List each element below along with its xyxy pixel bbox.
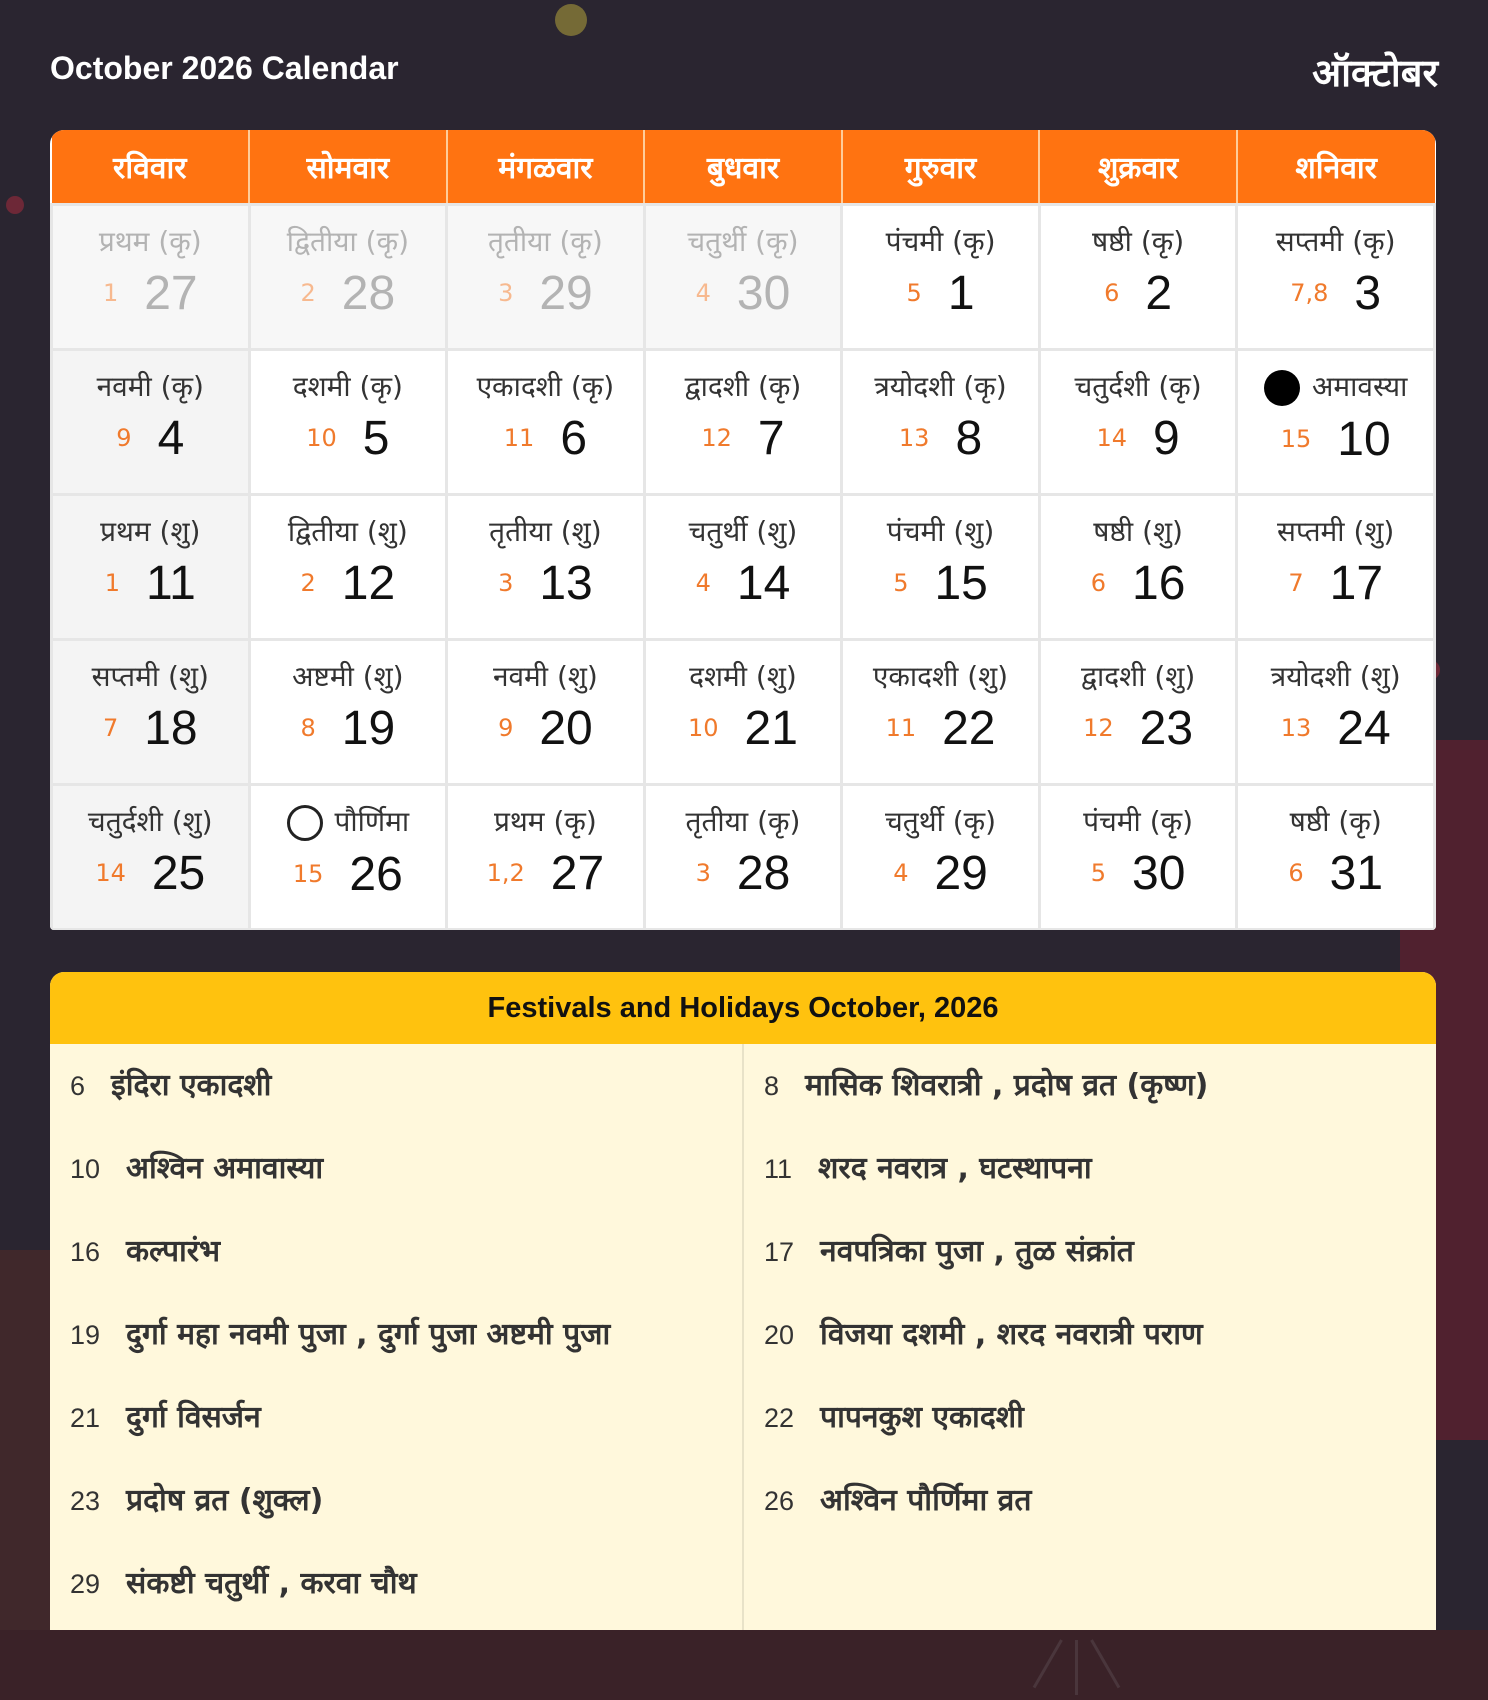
weekday-header: गुरुवार <box>842 130 1040 204</box>
day-number-row <box>1041 556 1236 611</box>
tithi-text: पंचमी (कृ) <box>885 224 996 258</box>
tithi-label <box>251 222 446 260</box>
calendar-day-cell[interactable] <box>52 784 250 929</box>
day-number-row <box>1041 411 1236 466</box>
tithi-text: षष्ठी (कृ) <box>1289 804 1382 838</box>
day-number-row <box>448 411 643 466</box>
tithi-number: 11 <box>885 714 917 742</box>
tithi-text: चतुर्थी (शु) <box>688 514 798 548</box>
tithi-number: 7,8 <box>1290 279 1329 307</box>
festivals-right-column <box>744 1044 1436 1542</box>
festival-item <box>50 1542 742 1625</box>
weekday-header-row <box>52 130 1435 204</box>
tithi-label <box>843 512 1038 550</box>
tithi-number: 7 <box>1288 569 1304 597</box>
tithi-text: चतुर्थी (कृ) <box>884 804 997 838</box>
tithi-text: पौर्णिमा <box>334 804 410 838</box>
day-number: 7 <box>757 411 785 465</box>
tithi-label <box>1041 657 1236 695</box>
weekday-header: मंगळवार <box>447 130 645 204</box>
tithi-label <box>1238 367 1433 406</box>
festival-name: कल्पारंभ <box>126 1234 221 1269</box>
tithi-number: 10 <box>688 714 719 742</box>
tithi-label <box>53 512 248 550</box>
tithi-label <box>448 802 643 840</box>
tithi-number: 3 <box>695 859 711 887</box>
calendar-day-cell[interactable] <box>1039 639 1237 784</box>
tithi-number: 7 <box>102 714 119 742</box>
day-number-row <box>1041 266 1236 321</box>
festival-date: 10 <box>70 1154 101 1184</box>
tithi-text: सप्तमी (कृ) <box>1275 224 1396 258</box>
background-decoration <box>6 196 24 214</box>
festival-item <box>744 1127 1436 1210</box>
calendar-day-cell[interactable] <box>1039 784 1237 929</box>
day-number-row <box>1041 846 1236 901</box>
calendar-day-cell[interactable] <box>447 349 645 494</box>
tithi-number: 8 <box>300 714 316 742</box>
calendar-day-cell[interactable] <box>52 494 250 639</box>
day-number: 2 <box>1145 266 1173 320</box>
festival-name: संकष्टी चतुर्थी , करवा चौथ <box>126 1566 417 1601</box>
tithi-label <box>1041 802 1236 840</box>
tithi-number: 5 <box>1090 859 1107 887</box>
calendar-day-cell[interactable] <box>249 639 447 784</box>
tithi-text: तृतीया (कृ) <box>487 224 603 258</box>
calendar-day-cell[interactable] <box>842 639 1040 784</box>
day-number-row <box>646 846 841 901</box>
tithi-number: 9 <box>498 714 514 742</box>
calendar-week-row <box>52 494 1435 639</box>
festival-item <box>50 1376 742 1459</box>
day-number: 27 <box>550 846 605 900</box>
calendar-day-cell[interactable] <box>447 784 645 929</box>
festival-item <box>50 1044 742 1127</box>
festival-item <box>744 1044 1436 1127</box>
tithi-text: द्वादशी (कृ) <box>684 369 802 403</box>
festival-date: 6 <box>70 1071 86 1101</box>
festival-item <box>744 1459 1436 1542</box>
festival-item <box>50 1459 742 1542</box>
tithi-label <box>1041 222 1236 260</box>
calendar-body <box>52 204 1435 929</box>
weekday-header: शुक्रवार <box>1039 130 1237 204</box>
calendar-day-cell[interactable] <box>447 639 645 784</box>
tithi-label <box>646 657 841 695</box>
tithi-label <box>646 802 841 840</box>
day-number-row <box>843 411 1038 466</box>
tithi-text: दशमी (कृ) <box>292 369 403 403</box>
day-number-row <box>1238 412 1433 467</box>
tithi-label <box>448 657 643 695</box>
tithi-text: नवमी (कृ) <box>96 369 204 403</box>
day-number: 3 <box>1354 266 1382 320</box>
tithi-number: 1 <box>104 569 120 597</box>
day-number-row <box>53 846 248 901</box>
weekday-header: रविवार <box>52 130 250 204</box>
calendar-day-cell[interactable] <box>249 204 447 349</box>
tithi-text: तृतीया (शु) <box>489 514 602 548</box>
tithi-label <box>1238 512 1433 550</box>
tithi-number: 12 <box>1083 714 1114 742</box>
calendar-week-row <box>52 349 1435 494</box>
tithi-number: 5 <box>906 279 922 307</box>
tithi-label <box>1041 367 1236 405</box>
tithi-label <box>646 367 841 405</box>
tithi-text: प्रथम (कृ) <box>98 224 202 258</box>
day-number-row <box>1238 846 1433 901</box>
day-number-row <box>1041 701 1236 756</box>
calendar-day-cell[interactable] <box>249 349 447 494</box>
day-number: 29 <box>539 266 593 320</box>
festivals-columns <box>50 1044 1436 1630</box>
festival-name: नवपत्रिका पुजा , तुळ संक्रांत <box>820 1234 1134 1269</box>
festival-date: 19 <box>70 1320 101 1350</box>
day-number: 24 <box>1337 701 1391 755</box>
day-number-row <box>53 266 248 321</box>
festival-name: मासिक शिवरात्री , प्रदोष व्रत (कृष्ण) <box>805 1068 1209 1103</box>
tithi-text: अमावस्या <box>1312 369 1408 403</box>
calendar-day-cell[interactable] <box>644 204 842 349</box>
festival-item <box>50 1293 742 1376</box>
tithi-number: 15 <box>292 860 324 888</box>
tithi-text: द्वादशी (शु) <box>1080 659 1196 693</box>
calendar-day-cell[interactable] <box>447 494 645 639</box>
tithi-text: षष्ठी (कृ) <box>1092 224 1185 258</box>
day-number-row <box>251 701 446 756</box>
tithi-label <box>646 512 841 550</box>
calendar-day-cell[interactable] <box>1039 494 1237 639</box>
festival-date: 17 <box>764 1237 795 1267</box>
day-number-row <box>646 266 841 321</box>
day-number: 27 <box>144 266 198 320</box>
calendar-day-cell[interactable] <box>52 349 250 494</box>
tithi-text: चतुर्दशी (कृ) <box>1074 369 1202 403</box>
calendar-day-cell[interactable] <box>52 204 250 349</box>
tithi-label <box>448 222 643 260</box>
tithi-number: 4 <box>695 279 711 307</box>
festival-name: पापनकुश एकादशी <box>820 1400 1024 1435</box>
festival-date: 29 <box>70 1569 101 1599</box>
day-number-row <box>448 266 643 321</box>
tithi-number: 11 <box>503 424 535 452</box>
day-number: 13 <box>539 556 593 610</box>
day-number: 25 <box>151 846 206 900</box>
festival-name: अश्विन अमावास्या <box>126 1151 324 1186</box>
tithi-label <box>1238 802 1433 840</box>
day-number-row <box>448 701 643 756</box>
calendar-day-cell[interactable] <box>1039 204 1237 349</box>
tithi-text: दशमी (शु) <box>689 659 797 693</box>
day-number-row <box>843 846 1038 901</box>
day-number-row <box>1238 556 1433 611</box>
tithi-text: एकादशी (कृ) <box>476 369 615 403</box>
festival-name: इंदिरा एकादशी <box>111 1068 272 1103</box>
calendar-day-cell[interactable] <box>447 204 645 349</box>
day-number: 26 <box>349 847 403 901</box>
tithi-number: 6 <box>1090 569 1107 597</box>
day-number: 8 <box>955 411 983 465</box>
tithi-text: सप्तमी (शु) <box>1277 514 1395 548</box>
calendar-day-cell[interactable] <box>644 494 842 639</box>
festival-name: अश्विन पौर्णिमा व्रत <box>820 1483 1032 1518</box>
festivals-left-column <box>50 1044 742 1625</box>
new-moon-icon <box>1264 370 1300 406</box>
calendar-week-row <box>52 204 1435 349</box>
festival-date: 22 <box>764 1403 795 1433</box>
tithi-text: प्रथम (शु) <box>100 514 201 548</box>
tithi-text: पंचमी (शु) <box>886 514 995 548</box>
day-number: 23 <box>1139 701 1194 755</box>
day-number: 10 <box>1337 412 1391 466</box>
tithi-label <box>448 512 643 550</box>
day-number: 16 <box>1132 556 1186 610</box>
background-decoration <box>0 1630 1488 1700</box>
festival-date: 11 <box>764 1154 793 1184</box>
tithi-label <box>843 222 1038 260</box>
calendar-day-cell[interactable] <box>842 784 1040 929</box>
background-decoration <box>555 4 587 36</box>
tithi-text: चतुर्दशी (शु) <box>87 804 213 838</box>
day-number-row <box>251 847 446 902</box>
day-number: 30 <box>736 266 791 320</box>
festival-name: प्रदोष व्रत (शुक्ल) <box>126 1483 324 1518</box>
tithi-text: अष्टमी (शु) <box>292 659 404 693</box>
background-decoration <box>1075 1640 1078 1695</box>
tithi-number: 4 <box>695 569 711 597</box>
day-number: 15 <box>934 556 988 610</box>
day-number: 28 <box>736 846 791 900</box>
festivals-panel <box>50 972 1436 1630</box>
day-number-row <box>843 556 1038 611</box>
calendar-day-cell[interactable] <box>52 639 250 784</box>
tithi-label <box>251 657 446 695</box>
day-number: 4 <box>157 411 185 465</box>
calendar-grid <box>50 130 1436 930</box>
calendar-day-cell[interactable] <box>1237 639 1435 784</box>
tithi-number: 4 <box>893 859 909 887</box>
tithi-number: 14 <box>95 859 126 887</box>
tithi-number: 2 <box>300 279 316 307</box>
tithi-label <box>646 222 841 260</box>
festival-item <box>50 1127 742 1210</box>
calendar-day-cell[interactable] <box>842 349 1040 494</box>
tithi-number: 10 <box>306 424 337 452</box>
calendar-day-cell[interactable] <box>1237 204 1435 349</box>
day-number-row <box>251 556 446 611</box>
calendar-day-cell[interactable] <box>249 494 447 639</box>
weekday-header: शनिवार <box>1237 130 1435 204</box>
calendar-day-cell[interactable] <box>644 784 842 929</box>
tithi-text: एकादशी (शु) <box>872 659 1009 693</box>
tithi-text: त्रयोदशी (शु) <box>1270 659 1401 693</box>
day-number: 21 <box>744 701 798 755</box>
calendar-day-cell[interactable] <box>1237 349 1435 494</box>
tithi-label <box>1238 657 1433 695</box>
festival-date: 8 <box>764 1071 780 1101</box>
day-number: 29 <box>934 846 988 900</box>
tithi-label <box>251 367 446 405</box>
tithi-number: 3 <box>498 569 514 597</box>
day-number-row <box>646 411 841 466</box>
day-number: 5 <box>362 411 390 465</box>
calendar-day-cell[interactable] <box>1039 349 1237 494</box>
calendar-table <box>50 130 1436 930</box>
festival-date: 23 <box>70 1486 101 1516</box>
day-number: 14 <box>736 556 791 610</box>
tithi-text: द्वितीया (कृ) <box>286 224 409 258</box>
tithi-text: चतुर्थी (कृ) <box>687 224 799 258</box>
page-title: October 2026 Calendar <box>50 50 399 86</box>
tithi-number: 9 <box>116 424 132 452</box>
tithi-label <box>448 367 643 405</box>
day-number: 31 <box>1329 846 1384 900</box>
tithi-text: प्रथम (कृ) <box>493 804 597 838</box>
day-number: 11 <box>146 556 196 610</box>
tithi-number: 6 <box>1104 279 1120 307</box>
day-number-row <box>843 266 1038 321</box>
tithi-label <box>251 802 446 841</box>
day-number: 22 <box>942 701 996 755</box>
festival-date: 20 <box>764 1320 795 1350</box>
calendar-day-cell[interactable] <box>644 349 842 494</box>
day-number-row <box>1238 701 1433 756</box>
calendar-week-row <box>52 784 1435 929</box>
festival-name: दुर्गा महा नवमी पुजा , दुर्गा पुजा अष्टमी पुजा <box>126 1317 611 1352</box>
page-header <box>50 44 1438 94</box>
calendar-day-cell[interactable] <box>842 494 1040 639</box>
tithi-label <box>1041 512 1236 550</box>
day-number: 17 <box>1329 556 1384 610</box>
tithi-text: नवमी (शु) <box>492 659 598 693</box>
day-number-row <box>53 701 248 756</box>
day-number-row <box>646 701 841 756</box>
calendar-day-cell[interactable] <box>644 639 842 784</box>
day-number-row <box>251 266 446 321</box>
calendar-day-cell[interactable] <box>1237 784 1435 929</box>
calendar-day-cell[interactable] <box>842 204 1040 349</box>
festival-date: 21 <box>70 1403 101 1433</box>
day-number-row <box>53 411 248 466</box>
day-number-row <box>251 411 446 466</box>
festival-name: शरद नवरात्र , घटस्थापना <box>818 1151 1092 1186</box>
festival-item <box>50 1210 742 1293</box>
tithi-label <box>843 367 1038 405</box>
full-moon-icon <box>287 805 323 841</box>
tithi-text: तृतीया (कृ) <box>685 804 801 838</box>
weekday-header: सोमवार <box>249 130 447 204</box>
weekday-header: बुधवार <box>644 130 842 204</box>
tithi-number: 12 <box>701 424 732 452</box>
day-number: 1 <box>947 266 975 320</box>
calendar-day-cell[interactable] <box>1237 494 1435 639</box>
tithi-number: 1,2 <box>486 859 525 887</box>
tithi-label <box>53 802 248 840</box>
calendar-day-cell[interactable] <box>249 784 447 929</box>
tithi-label <box>53 657 248 695</box>
festival-name: विजया दशमी , शरद नवरात्री पराण <box>820 1317 1203 1352</box>
day-number: 20 <box>539 701 593 755</box>
tithi-number: 2 <box>300 569 316 597</box>
month-name-marathi: ऑक्टोबर <box>1312 51 1438 95</box>
tithi-label <box>843 657 1038 695</box>
day-number-row <box>53 556 248 611</box>
day-number-row <box>646 556 841 611</box>
day-number: 6 <box>560 411 588 465</box>
tithi-text: षष्ठी (शु) <box>1093 514 1183 548</box>
tithi-number: 15 <box>1280 425 1312 453</box>
day-number: 30 <box>1132 846 1186 900</box>
festival-item <box>744 1293 1436 1376</box>
tithi-text: त्रयोदशी (कृ) <box>874 369 1007 403</box>
day-number: 28 <box>341 266 396 320</box>
tithi-number: 14 <box>1096 424 1128 452</box>
tithi-label <box>1238 222 1433 260</box>
day-number-row <box>448 556 643 611</box>
festival-date: 16 <box>70 1237 101 1267</box>
day-number: 18 <box>144 701 198 755</box>
tithi-number: 5 <box>893 569 909 597</box>
festival-name: दुर्गा विसर्जन <box>126 1400 261 1435</box>
tithi-number: 3 <box>498 279 514 307</box>
day-number-row <box>843 701 1038 756</box>
tithi-text: सप्तमी (शु) <box>91 659 209 693</box>
day-number: 19 <box>341 701 396 755</box>
festival-item <box>744 1376 1436 1459</box>
day-number-row <box>448 846 643 901</box>
tithi-text: पंचमी (कृ) <box>1083 804 1194 838</box>
tithi-number: 13 <box>1280 714 1312 742</box>
day-number: 9 <box>1153 411 1180 465</box>
tithi-label <box>251 512 446 550</box>
tithi-label <box>843 802 1038 840</box>
day-number-row <box>1238 266 1433 321</box>
festivals-title: Festivals and Holidays October, 2026 <box>50 972 1436 1044</box>
festival-date: 26 <box>764 1486 795 1516</box>
tithi-number: 13 <box>898 424 930 452</box>
festival-item <box>744 1210 1436 1293</box>
tithi-number: 1 <box>102 279 119 307</box>
tithi-number: 6 <box>1288 859 1304 887</box>
calendar-week-row <box>52 639 1435 784</box>
tithi-label <box>53 222 248 260</box>
tithi-label <box>53 367 248 405</box>
tithi-text: द्वितीया (शु) <box>287 514 408 548</box>
day-number: 12 <box>341 556 396 610</box>
